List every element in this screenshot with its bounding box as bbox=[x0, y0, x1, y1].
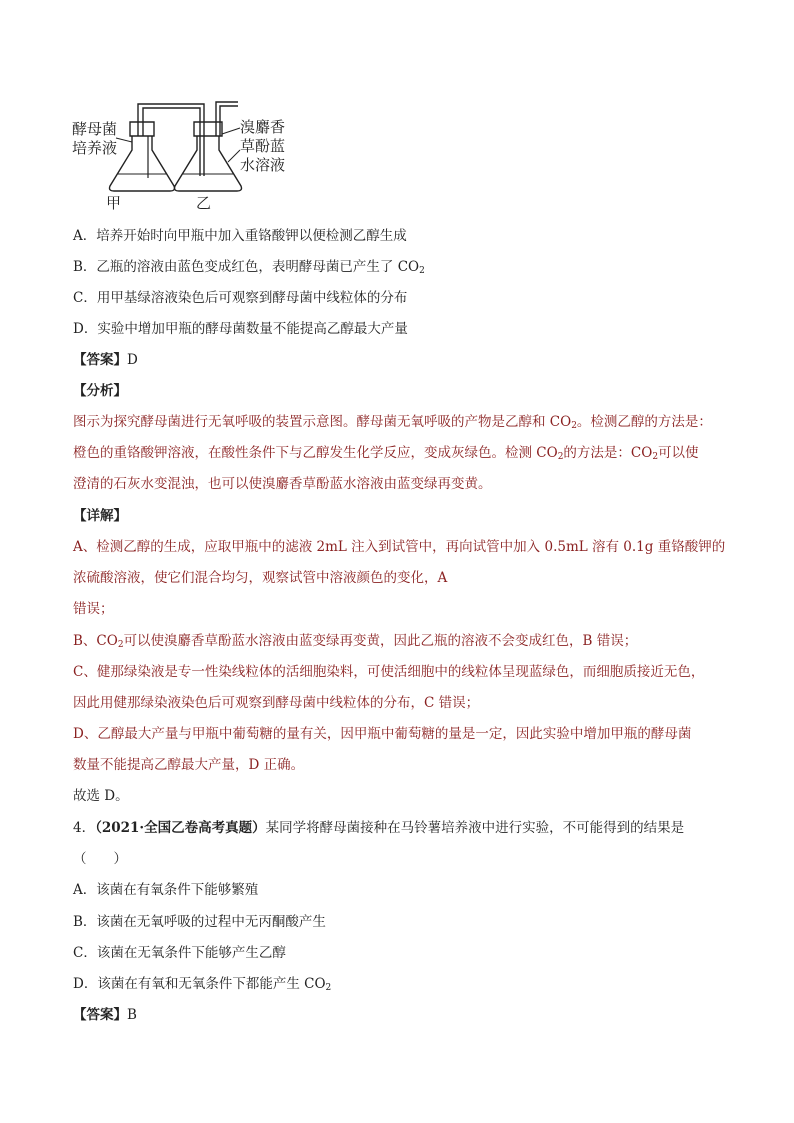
q4-option-a: A．该菌在有氧条件下能够繁殖 bbox=[73, 882, 259, 898]
subscript: 2 bbox=[325, 983, 332, 993]
figure-label-indicator bbox=[240, 118, 285, 175]
analysis-text: 橙色的重铬酸钾溶液，在酸性条件下与乙醇发生化学反应，变成灰绿色。检测 CO bbox=[73, 445, 558, 461]
right-flask bbox=[175, 136, 242, 191]
q4-option-d-text: D．该菌在有氧和无氧条件下都能产生 CO bbox=[73, 976, 326, 992]
analysis-text: 可以使 bbox=[658, 445, 699, 461]
detail-a-line-3: 错误； bbox=[73, 601, 114, 617]
answer-tag: 【答案】 bbox=[73, 1007, 127, 1023]
question-source: （2021·全国乙卷高考真题） bbox=[95, 820, 266, 836]
right-stopper bbox=[194, 122, 222, 136]
q3-option-a: A．培养开始时向甲瓶中加入重铬酸钾以便检测乙醇生成 bbox=[73, 228, 407, 244]
q3-option-d: D．实验中增加甲瓶的酵母菌数量不能提高乙醇最大产量 bbox=[73, 321, 408, 337]
detail-a-line-2: 浓硫酸溶液，使它们混合均匀，观察试管中溶液颜色的变化，A bbox=[73, 570, 448, 586]
q3-option-b bbox=[73, 257, 425, 281]
analysis-text: 的方法是：CO bbox=[563, 445, 653, 461]
detail-d-line-2: 数量不能提高乙醇最大产量，D 正确。 bbox=[73, 757, 305, 773]
analysis-text: 图示为探究酵母菌进行无氧呼吸的装置示意图。酵母菌无氧呼吸的产物是乙醇和 CO bbox=[73, 414, 572, 430]
answer-tag: 【答案】 bbox=[73, 352, 127, 368]
figure-label-line: 培养液 bbox=[72, 139, 118, 157]
apparatus-figure bbox=[70, 98, 300, 214]
analysis-line-3: 澄清的石灰水变混浊，也可以使溴麝香草酚蓝水溶液由蓝变绿再变黄。 bbox=[73, 476, 492, 492]
detail-text: 可以使溴麝香草酚蓝水溶液由蓝变绿再变黄，因此乙瓶的溶液不会变成红色，B 错误； bbox=[123, 633, 638, 649]
question-number: 4． bbox=[73, 820, 96, 836]
detail-d-line-1: D、乙醇最大产量与甲瓶中葡萄糖的量有关，因甲瓶中葡萄糖的量是一定，因此实验中增加甲瓶的酵母菌 bbox=[73, 726, 692, 742]
q4-option-d bbox=[73, 974, 331, 998]
q3-answer bbox=[73, 350, 138, 370]
q3-option-c: C．用甲基绿溶液染色后可观察到酵母菌中线粒体的分布 bbox=[73, 290, 408, 306]
detail-c-line-1: C、健那绿染液是专一性染线粒体的活细胞染料，可使活细胞中的线粒体呈现蓝绿色，而细胞质接近无色， bbox=[73, 664, 705, 680]
flask-label-yi: 乙 bbox=[196, 194, 212, 212]
q3-conclusion: 故选 D。 bbox=[73, 788, 129, 804]
answer-value: D bbox=[127, 352, 138, 368]
flask-label-jia: 甲 bbox=[106, 194, 122, 212]
q3-analysis-tag: 【分析】 bbox=[73, 383, 127, 399]
q3-detail-tag: 【详解】 bbox=[73, 508, 127, 524]
q4-option-b: B．该菌在无氧呼吸的过程中无丙酮酸产生 bbox=[73, 914, 326, 930]
question-stem: 某同学将酵母菌接种在马铃薯培养液中进行实验，不可能得到的结果是 bbox=[265, 820, 685, 836]
detail-text: B、CO bbox=[73, 633, 118, 649]
analysis-line-2: 橙色的重铬酸钾溶液，在酸性条件下与乙醇发生化学反应，变成灰绿色。检测 $CO_2$的方法是：$CO_2$可以使 bbox=[73, 445, 699, 462]
q4-stem bbox=[73, 818, 684, 838]
figure-label-line: 水溶液 bbox=[240, 156, 286, 174]
figure-label-line: 酵母菌 bbox=[72, 120, 118, 138]
left-flask bbox=[110, 136, 175, 191]
analysis-line-1: 图示为探究酵母菌进行无氧呼吸的装置示意图。酵母菌无氧呼吸的产物是乙醇和 $CO_2$。检测乙醇的方法是： bbox=[73, 414, 712, 431]
q4-answer bbox=[73, 1005, 137, 1025]
left-stopper bbox=[130, 122, 154, 136]
detail-a-line-1: A、检测乙醇的生成，应取甲瓶中的滤液 2mL 注入到试管中，再向试管中加入 0.5mL 溶有 0.1g 重铬酸钾的 bbox=[73, 539, 726, 555]
analysis-text: 。检测乙醇的方法是： bbox=[576, 414, 712, 430]
answer-value: B bbox=[127, 1007, 137, 1023]
detail-c-line-2: 因此用健那绿染液染色后可观察到酵母菌中线粒体的分布，C 错误； bbox=[73, 695, 480, 711]
q4-option-c: C．该菌在无氧条件下能够产生乙醇 bbox=[73, 945, 286, 961]
subscript: 2 bbox=[419, 266, 425, 276]
figure-label-line: 溴麝香 bbox=[240, 118, 286, 136]
figure-label-line: 草酚蓝 bbox=[240, 137, 286, 155]
figure-label-yeast bbox=[72, 120, 117, 158]
q3-option-b-text: B．乙瓶的溶液由蓝色变成红色，表明酵母菌已产生了 CO bbox=[73, 259, 420, 275]
detail-b: B、$CO_2$可以使溴麝香草酚蓝水溶液由蓝变绿再变黄，因此乙瓶的溶液不会变成红色，B 错误； bbox=[73, 633, 638, 650]
q4-paren: （ ） bbox=[73, 851, 127, 867]
